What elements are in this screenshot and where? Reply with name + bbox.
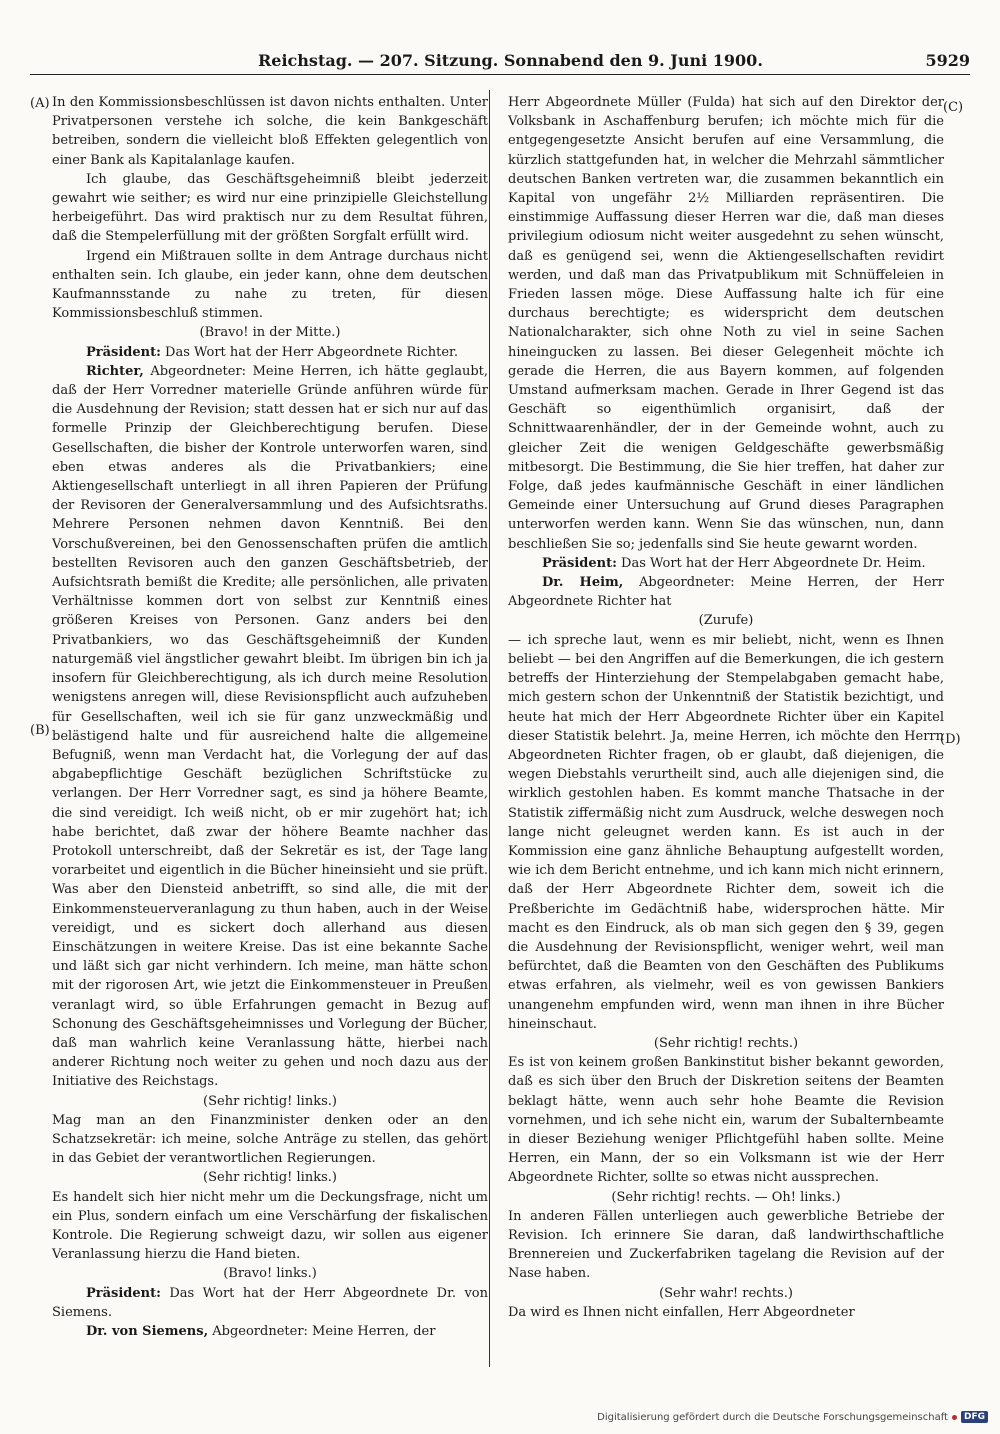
interjection bbox=[508, 1284, 944, 1303]
paragraph-text: Es handelt sich hier nicht mehr um die Deckungsfrage, nicht um ein Plus, sondern einfach um eine Verschärfung der fiskalischen Kontrole. Die Regierung schweigt dazu, wir sollen aus eigener Veranlassung hierzu die Hand bieten. bbox=[52, 1189, 488, 1263]
interjection bbox=[52, 1264, 488, 1283]
interjection bbox=[52, 1168, 488, 1187]
paragraph-text: Ich glaube, das Geschäftsgeheimniß bleibt jederzeit gewahrt wie seither; es wird nur eine prinzipielle Gleichstellung herbeigeführt. Das wird praktisch nur zu dem Resultat führen, daß die Stempelerfüllung mit der größten Sorgfalt erfüllt wird. bbox=[52, 171, 488, 245]
left-column bbox=[52, 93, 488, 1341]
footer-text: Digitalisierung gefördert durch die Deutsche Forschungsgemeinschaft bbox=[597, 1411, 948, 1423]
paragraph-text: Das Wort hat der Herr Abgeordnete Richter. bbox=[160, 344, 458, 360]
speaker-name: Präsident: bbox=[86, 1285, 161, 1301]
header-title: Reichstag. — 207. Sitzung. Sonnabend den 9. Juni 1900. bbox=[258, 51, 763, 70]
paragraph bbox=[52, 247, 488, 324]
running-header bbox=[30, 50, 970, 72]
paragraph bbox=[508, 631, 944, 1034]
paragraph-text: (Sehr richtig! rechts.) bbox=[653, 1035, 799, 1051]
paragraph-text: Abgeordneter: Meine Herren, ich hätte geglaubt, daß der Herr Vorredner materielle Gründe anführen würde für die Ausdehnung der Revision; statt dessen hat er sich nur auf das formelle Prinzip der Gleichberechtigung berufen. Diese Gesellschaften, die bisher der Kontrole unterworfen waren, sind eben etwas anderes als die Privatbankiers; eine Aktiengesellschaft unterliegt in all ihren Papieren der Prüfung der Revisoren der Generalversammlung und des Aufsichtsraths. Mehrere Personen nehmen davon Kenntniß. Bei den Vorschußvereinen, bei den Genossenschaften prüfen die amtlich bestellten Revisoren auch den ganzen Geschäftsbetrieb, der Aufsichtsrath bemißt die Kredite; alle persönlichen, alle privaten Verhältnisse kommen dort von selbst zur Kenntniß eines größeren Kreises von Personen. Ganz anders bei den Privatbankiers, wo das Geschäftsgeheimniß der Kunden naturgemäß viel ängstlicher gewahrt bleibt. Im übrigen bin ich ja insofern für Gleichberechtigung, als ich durch meine Resolution wenigstens anregen will, diese Revisionspflicht auch aufzuheben für Gesellschaften, weil ich sie für ganz unzweckmäßig und belästigend halte und für ausreichend halte die allgemeine Befugniß, wenn man Verdacht hat, die Vorlegung der auf das abgabepflichtige Geschäft bezüglichen Schriftstücke zu verlangen. Der Herr Vorredner sagt, es sind ja höhere Beamte, die sind vereidigt. Ich weiß nicht, ob er mir zugehört hat; ich habe berichtet, daß zwar der höhere Beamte nachher das Protokoll unterschreibt, daß der Sekretär es ist, der Tage lang vorarbeitet und eigentlich in die Bücher hineinsieht und sie prüft. Was aber den Diensteid anbetrifft, so sind alle, die mit der Einkommensteuerveranlagung zu thun haben, auch in der Weise vereidigt, und es sickert doch allerhand aus diesen Einschätzungen in weitere Kreise. Das ist eine bekannte Sache und läßt sich gar nicht verhindern. Ich meine, man hätte schon mit der rigorosen Art, wie jetzt die Einkommensteuer in Preußen veranlagt wird, so üble Erfahrungen gemacht in Bezug auf Schonung des Geschäftsgeheimnisses und Vorlegung der Bücher, daß man wahrlich keine Veranlassung hätte, hierbei nach anderer Richtung noch weiter zu gehen und noch dazu aus der Initiative des Reichstags. bbox=[52, 363, 488, 1090]
paragraph-text: In den Kommissionsbeschlüssen ist davon nichts enthalten. Unter Privatpersonen verstehe ich solche, die kein Bankgeschäft betreiben, sondern die vielleicht bloß Effekten gelegentlich von einer Bank als Kapitalanlage kaufen. bbox=[52, 95, 488, 168]
paragraph-text: Mag man an den Finanzminister denken oder an den Schatzsekretär: ich meine, solche Anträge zu stellen, das gehört in das Gebiet der verantwortlichen Regierungen. bbox=[52, 1112, 488, 1167]
paragraph-text: Irgend ein Mißtrauen sollte in dem Antrage durchaus nicht enthalten sein. Ich glaube, ein jeder kann, ohne dem deutschen Kaufmannsstande zu nahe zu treten, für diesen Kommissionsbeschluß stimmen. bbox=[52, 248, 488, 322]
header-rule bbox=[30, 74, 970, 75]
paragraph bbox=[52, 93, 488, 170]
speaker-paragraph bbox=[52, 1322, 488, 1341]
speaker-name: Präsident: bbox=[542, 555, 617, 571]
speaker-name: Präsident: bbox=[86, 344, 161, 360]
speaker-name: Dr. Heim, bbox=[542, 575, 624, 591]
paragraph bbox=[508, 1053, 944, 1187]
margin-mark-d: (D) bbox=[940, 732, 961, 747]
speaker-paragraph bbox=[52, 343, 488, 362]
paragraph bbox=[508, 1303, 944, 1322]
margin-mark-b: (B) bbox=[30, 723, 50, 738]
interjection bbox=[52, 323, 488, 342]
paragraph-text: (Bravo! links.) bbox=[223, 1266, 317, 1282]
speaker-paragraph bbox=[52, 1284, 488, 1322]
margin-mark-a: (A) bbox=[30, 96, 50, 111]
interjection bbox=[508, 1188, 944, 1207]
right-column bbox=[508, 93, 944, 1322]
interjection bbox=[508, 1034, 944, 1053]
speaker-name: Richter, bbox=[86, 363, 144, 379]
paragraph-text: Das Wort hat der Herr Abgeordnete Dr. Heim. bbox=[616, 555, 926, 571]
paragraph bbox=[508, 1207, 944, 1284]
paragraph-text: Das Wort hat der Herr Abgeordnete Dr. von Siemens. bbox=[52, 1285, 488, 1320]
paragraph-text: Abgeordneter: Meine Herren, der bbox=[208, 1324, 436, 1339]
speaker-name: Dr. von Siemens, bbox=[86, 1324, 209, 1339]
dfg-logo: DFG bbox=[961, 1411, 988, 1423]
footer-credit bbox=[597, 1411, 988, 1423]
page-number: 5929 bbox=[925, 51, 970, 70]
paragraph-text: (Sehr richtig! rechts. — Oh! links.) bbox=[611, 1189, 841, 1205]
margin-mark-c: (C) bbox=[943, 100, 964, 115]
paragraph bbox=[52, 1188, 488, 1265]
paragraph bbox=[52, 1111, 488, 1169]
paragraph-text: (Sehr richtig! links.) bbox=[203, 1093, 337, 1109]
interjection bbox=[52, 1092, 488, 1111]
paragraph-text: (Sehr wahr! rechts.) bbox=[659, 1285, 793, 1301]
paragraph-text: (Sehr richtig! links.) bbox=[203, 1170, 337, 1186]
paragraph-text: Es ist von keinem großen Bankinstitut bisher bekannt geworden, daß es sich über den Bruch der Diskretion seitens der Beamten beklagt hätte, wenn auch sehr hohe Beamte die Revision vornehmen, und ich sehe nicht ein, warum der Subalternbeamte in dieser Beziehung weniger Pflichtgefühl haben sollte. Meine Herren, ein Mann, der so ein Volksmann ist wie der Herr Abgeordnete Richter, sollte so etwas nicht aussprechen. bbox=[508, 1055, 944, 1186]
paragraph bbox=[508, 93, 944, 554]
column-divider bbox=[489, 90, 490, 1367]
speaker-paragraph bbox=[508, 573, 944, 611]
paragraph-text: Abgeordneter: Meine Herren, der Herr Abgeordnete Richter hat bbox=[508, 575, 944, 610]
speaker-paragraph bbox=[508, 554, 944, 573]
paragraph-text: Da wird es Ihnen nicht einfallen, Herr Abgeordneter bbox=[508, 1304, 855, 1320]
paragraph-text: (Bravo! in der Mitte.) bbox=[199, 325, 341, 341]
paragraph bbox=[52, 170, 488, 247]
interjection bbox=[508, 611, 944, 630]
speaker-paragraph bbox=[52, 362, 488, 1092]
paragraph-text: (Zurufe) bbox=[698, 613, 754, 629]
dfg-dot-icon bbox=[952, 1415, 957, 1420]
paragraph-text: Herr Abgeordnete Müller (Fulda) hat sich auf den Direktor der Volksbank in Aschaffenburg berufen; ich möchte mich für die entgegengesetzte Ansicht berufen auf eine Versammlung, die kürzlich stattgefunden hat, in welcher die Mehrzahl sämmtlicher deutschen Banken vertreten war, die zusammen bekanntlich ein Kapital von ungefähr 2½ Milliarden repräsentiren. Die einstimmige Auffassung dieser Herren war die, daß man dieses privilegium odiosum nicht weiter ausgedehnt zu sehen wünscht, daß es genügend sei, wenn die Aktiengesellschaften revidirt werden, und daß man das Privatpublikum mit Schnüffeleien in Frieden lassen möge. Diese Auffassung halte ich für eine durchaus berechtigte; es widerspricht dem deutschen Nationalcharakter, sich ohne Noth zu viel in seine Sachen hineingucken zu lassen. Bei dieser Gelegenheit möchte ich gerade die Herren, die aus Bayern kommen, auf folgenden Umstand aufmerksam machen. Gerade in Ihrer Gegend ist das Geschäft so eigenthümlich organisirt, daß der Schnittwaarenhändler, der in der Gemeinde wohnt, auch zu gleicher Zeit die wenigen Geldgeschäfte gewerbsmäßig mitbesorgt. Die Bestimmung, die Sie hier treffen, hat daher zur Folge, daß jedes kaufmännische Geschäft in einer ländlichen Gemeinde einer Untersuchung auf Grund dieses Paragraphen unterworfen werden kann. Wenn Sie das wünschen, nun, dann beschließen Sie so; jedenfalls sind Sie heute gewarnt worden. bbox=[508, 95, 944, 552]
paragraph-text: — ich spreche laut, wenn es mir beliebt, nicht, wenn es Ihnen beliebt — bei den Angriffen auf die Bemerkungen, die ich gestern betreffs der Hinterziehung der Stempelabgaben gemacht habe, mich gestern schon der Unkenntniß der Statistik bezichtigt, und heute hat mich der Herr Abgeordnete Richter über ein Kapitel dieser Statistik belehrt. Ja, meine Herren, ich möchte den Herrn Abgeordneten Richter fragen, ob er glaubt, daß diejenigen, die wegen Diebstahls verurtheilt sind, auch alle diejenigen sind, die wirklich gestohlen haben. Es kommt manche Thatsache in der Statistik ziffermäßig nicht zum Ausdruck, welche deswegen noch lange nicht geleugnet werden kann. Es ist auch in der Kommission eine ganz ähnliche Behauptung aufgestellt worden, wie ich dem Bericht entnehme, und ich kann mich nicht erinnern, daß der Herr Abgeordnete Richter dem, soweit ich die Preßberichte im Gedächtniß habe, widersprochen hätte. Mir macht es den Eindruck, als ob man sich gegen den § 39, gegen die Ausdehnung der Revisionspflicht, weniger wehrt, weil man befürchtet, daß die Beamten von den Geschäften des Publikums etwas erfahren, als vielmehr, weil es von gewissen Bankiers unangenehm empfunden wird, wenn man ihnen in ihre Bücher hineinschaut. bbox=[508, 632, 944, 1032]
paragraph-text: In anderen Fällen unterliegen auch gewerbliche Betriebe der Revision. Ich erinnere Sie daran, daß landwirthschaftliche Brennereien und Zuckerfabriken tagelang die Revision auf der Nase haben. bbox=[508, 1208, 944, 1282]
